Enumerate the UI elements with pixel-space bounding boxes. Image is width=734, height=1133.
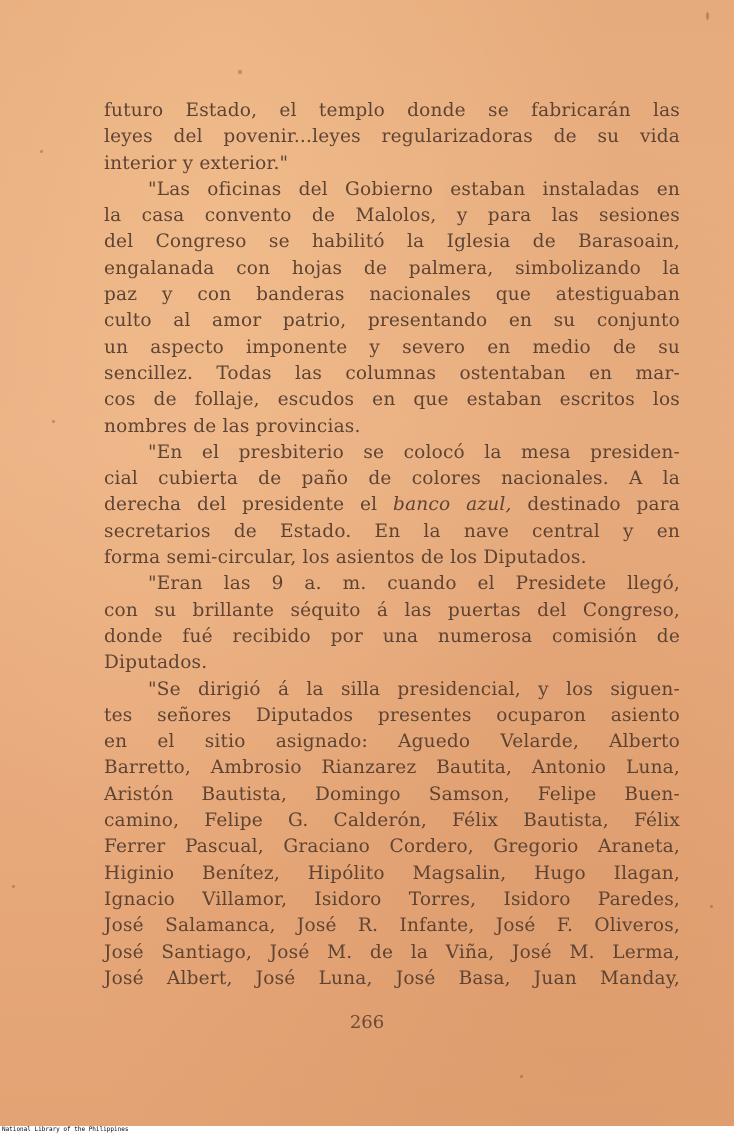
text-line: Higinio Benítez, Hipólito Magsalin, Hugo Ilagan, bbox=[104, 862, 680, 884]
text-line: "Las oficinas del Gobierno estaban instaladas en bbox=[148, 178, 680, 200]
text-fragment: destinado para bbox=[511, 494, 680, 516]
text-line: en el sitio asignado: Aguedo Velarde, Alberto bbox=[104, 731, 680, 753]
text-line: tes señores Diputados presentes ocuparon asiento bbox=[104, 704, 680, 726]
paper-speck bbox=[12, 885, 15, 888]
body-text bbox=[104, 98, 680, 992]
text-line: forma semi-circular, los asientos de los Diputados. bbox=[104, 547, 587, 569]
italic-phrase: banco azul, bbox=[393, 494, 512, 516]
text-line: Ferrer Pascual, Graciano Cordero, Gregorio Araneta, bbox=[104, 836, 680, 858]
text-line: José Salamanca, José R. Infante, José F. Oliveros, bbox=[104, 915, 680, 937]
text-line: futuro Estado, el templo donde se fabricarán las bbox=[104, 100, 680, 121]
text-line: sencillez. Todas las columnas ostentaban en mar- bbox=[104, 362, 680, 384]
text-line: Aristón Bautista, Domingo Samson, Felipe Buen- bbox=[104, 783, 680, 805]
text-line: interior y exterior." bbox=[104, 152, 289, 174]
text-line: la casa convento de Malolos, y para las sesiones bbox=[104, 205, 680, 227]
paper-speck bbox=[710, 905, 713, 908]
paper-speck bbox=[52, 420, 55, 423]
paper-speck bbox=[706, 12, 709, 20]
paper-speck bbox=[238, 70, 242, 74]
text-line: cos de follaje, escudos en que estaban escritos los bbox=[104, 389, 680, 411]
text-line: José Albert, José Luna, José Basa, Juan Manday, bbox=[104, 967, 680, 989]
text-line: paz y con banderas nacionales que atestiguaban bbox=[104, 284, 680, 306]
text-line: Barretto, Ambrosio Rianzarez Bautita, Antonio Luna, bbox=[104, 757, 680, 779]
text-line-with-italic bbox=[104, 492, 680, 518]
text-line: un aspecto imponente y severo en medio de su bbox=[104, 336, 680, 358]
text-line: Ignacio Villamor, Isidoro Torres, Isidoro Paredes, bbox=[104, 888, 680, 910]
text-line: donde fué recibido por una numerosa comisión de bbox=[104, 625, 680, 647]
paragraph-2 bbox=[104, 177, 680, 440]
text-line: secretarios de Estado. En la nave central y en bbox=[104, 520, 680, 542]
paragraph-1 bbox=[104, 98, 680, 177]
text-line: José Santiago, José M. de la Viña, José M. Lerma, bbox=[104, 941, 680, 963]
text-line: con su brillante séquito á las puertas del Congreso, bbox=[104, 599, 680, 621]
text-line: nombres de las provincias. bbox=[104, 415, 361, 437]
text-line: culto al amor patrio, presentando en su conjunto bbox=[104, 310, 680, 332]
text-line: Diputados. bbox=[104, 652, 208, 674]
text-line: leyes del povenir...leyes regularizadoras de su vida bbox=[104, 126, 680, 148]
paper-speck bbox=[520, 1075, 523, 1078]
paragraph-5 bbox=[104, 677, 680, 993]
text-line: del Congreso se habilitó la Iglesia de Barasoain, bbox=[104, 231, 680, 253]
text-line: engalanada con hojas de palmera, simbolizando la bbox=[104, 257, 680, 279]
text-fragment: derecha del presidente el bbox=[104, 494, 394, 516]
paragraph-3 bbox=[104, 440, 680, 571]
text-line: camino, Felipe G. Calderón, Félix Bautista, Félix bbox=[104, 810, 680, 832]
text-line: cial cubierta de paño de colores nacionales. A la bbox=[104, 468, 680, 490]
paper-speck bbox=[40, 150, 43, 153]
page-number: 266 bbox=[349, 1012, 385, 1033]
text-line: "Se dirigió á la silla presidencial, y los siguen- bbox=[148, 678, 680, 700]
paragraph-4 bbox=[104, 571, 680, 676]
library-credit: National Library of the Philippines bbox=[2, 1126, 129, 1133]
text-line: "En el presbiterio se colocó la mesa presiden- bbox=[148, 441, 680, 463]
text-line: "Eran las 9 a. m. cuando el Presidete llegó, bbox=[148, 573, 680, 595]
